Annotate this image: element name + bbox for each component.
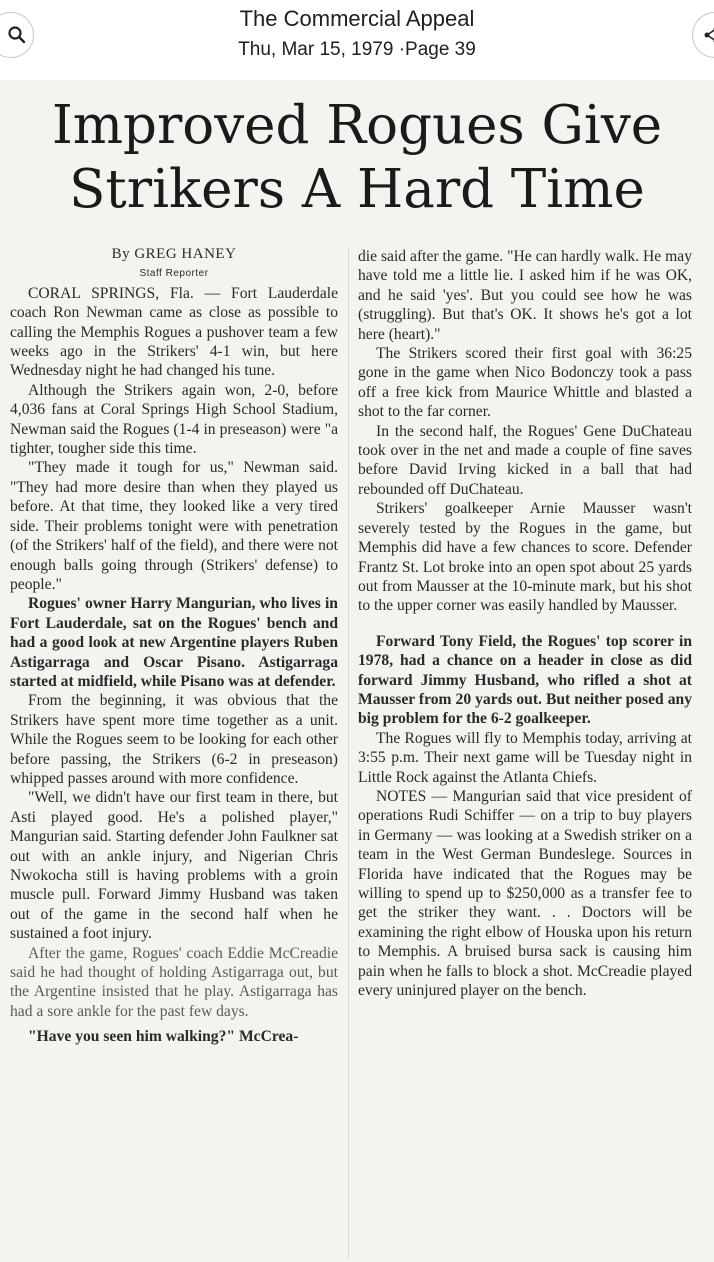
paragraph: die said after the game. "He can hardly walk. He may have told me a little lie. I asked him if he was OK, and he said 'yes'. But you could see how he was (struggling). But that's OK. It shows he's got a lot here (heart)." — [358, 248, 692, 343]
publication-title: The Commercial Appeal — [239, 6, 475, 31]
paragraph: The Rogues will fly to Memphis today, arriving at 3:55 p.m. Their next game will be Tuesday night in Little Rock against the Atlanta Chiefs. — [358, 729, 692, 786]
headline-line-2: Strikers A Hard Time — [69, 159, 645, 220]
paragraph: Although the Strikers again won, 2-0, before 4,036 fans at Coral Springs High School Stadium, Newman said the Rogues (1-4 in preseason) were "a tighter, tougher side this time. — [10, 381, 338, 458]
byline-title: Staff Reporter — [139, 268, 209, 280]
paragraph: After the game, Rogues' coach Eddie McCreadie said he had thought of holding Astigarraga out, but the Argentine insisted that he play. Astigarraga has had a sore ankle for the past few days. — [10, 944, 338, 1020]
share-icon — [701, 25, 714, 45]
headline-line-1: Improved Rogues Give — [51, 95, 663, 156]
article-column-right — [358, 247, 692, 1000]
paragraph: From the beginning, it was obvious that the Strikers have spent more time together as a unit. While the Rogues seem to be looking for each other before passing, the Strikers (6-2 in preseason) whipped passes around with more confidence. — [10, 692, 338, 787]
article-column-left — [10, 245, 338, 1047]
column-divider — [348, 248, 349, 1258]
paragraph: "They made it tough for us," Newman said. "They had more desire than when they played us before. At that time, they looked like a very tired side. Their problems tonight were with penetration (of the Strikers' half of the field), and there were not enough balls going through (Strikers' defense) to people." — [10, 459, 338, 593]
paragraph: In the second half, the Rogues' Gene DuChateau took over in the net and made a couple of fine saves before David Irving kicked in a ball that had rebounded off DuChateau. — [358, 422, 692, 498]
paragraph: Forward Tony Field, the Rogues' top scorer in 1978, had a chance on a header in close as did forward Jimmy Husband, who rifled a shot at Mausser from 20 yards out. But neither posed any big problem for the 6-2 goalkeeper. — [358, 632, 692, 728]
article-headline — [0, 94, 714, 222]
paragraph: CORAL SPRINGS, Fla. — Fort Lauderdale coach Ron Newman came as close as possible to calling the Memphis Rogues a pushover team a few weeks ago in the Strikers' 4-1 win, but here Wednesday night he had changed his tune. — [10, 284, 338, 380]
newspaper-clipping — [0, 80, 714, 1262]
paragraph: The Strikers scored their first goal with 36:25 gone in the game when Nico Bodonczy took a pass off a free kick from Maurice Whittle and blasted a shot to the far corner. — [358, 345, 692, 421]
paragraph: Strikers' goalkeeper Arnie Mausser wasn't severely tested by the Rogues in the game, but Memphis did have a few chances to score. Defender Frantz St. Lot broke into an open spot about 25 yards out from Mausser at the 10-minute mark, but his shot to the upper corner was easily handled by Mausser. — [358, 500, 692, 615]
date-page-line: Thu, Mar 15, 1979 ·Page 39 — [238, 39, 476, 60]
viewer-header — [0, 0, 714, 80]
paragraph: NOTES — Mangurian said that vice president of operations Rudi Schiffer — on a trip to buy players in Germany — was looking at a Swedish striker on a team in the West German Bundeslege. Sources in Florida have indicated that the Rogues may be willing to spend up to $250,000 as a transfer fee to get the striker they want. . . Doctors will be examining the right elbow of Houska upon his return to Memphis. A bruised bursa sack is causing him pain when he falls to block a shot. McCreadie played every uninjured player on the bench. — [358, 787, 692, 1000]
paragraph: "Well, we didn't have our first team in there, but Asti played good. He's a polished player," Mangurian said. Starting defender John Faulkner sat out with an ankle injury, and Nigerian Chris Nwokocha still is having problems with a groin muscle pull. Forward Jimmy Husband was taken out of the game in the second half when he sustained a foot injury. — [10, 789, 338, 943]
paragraph: Rogues' owner Harry Mangurian, who lives in Fort Lauderdale, sat on the Rogues' bench and had a good look at new Argentine players Ruben Astigarraga and Oscar Pisano. Astigarraga started at midfield, while Pisano was at defender. — [10, 595, 338, 690]
byline: By GREG HANEY — [111, 246, 237, 262]
paragraph: "Have you seen him walking?" McCrea- — [28, 1028, 299, 1046]
